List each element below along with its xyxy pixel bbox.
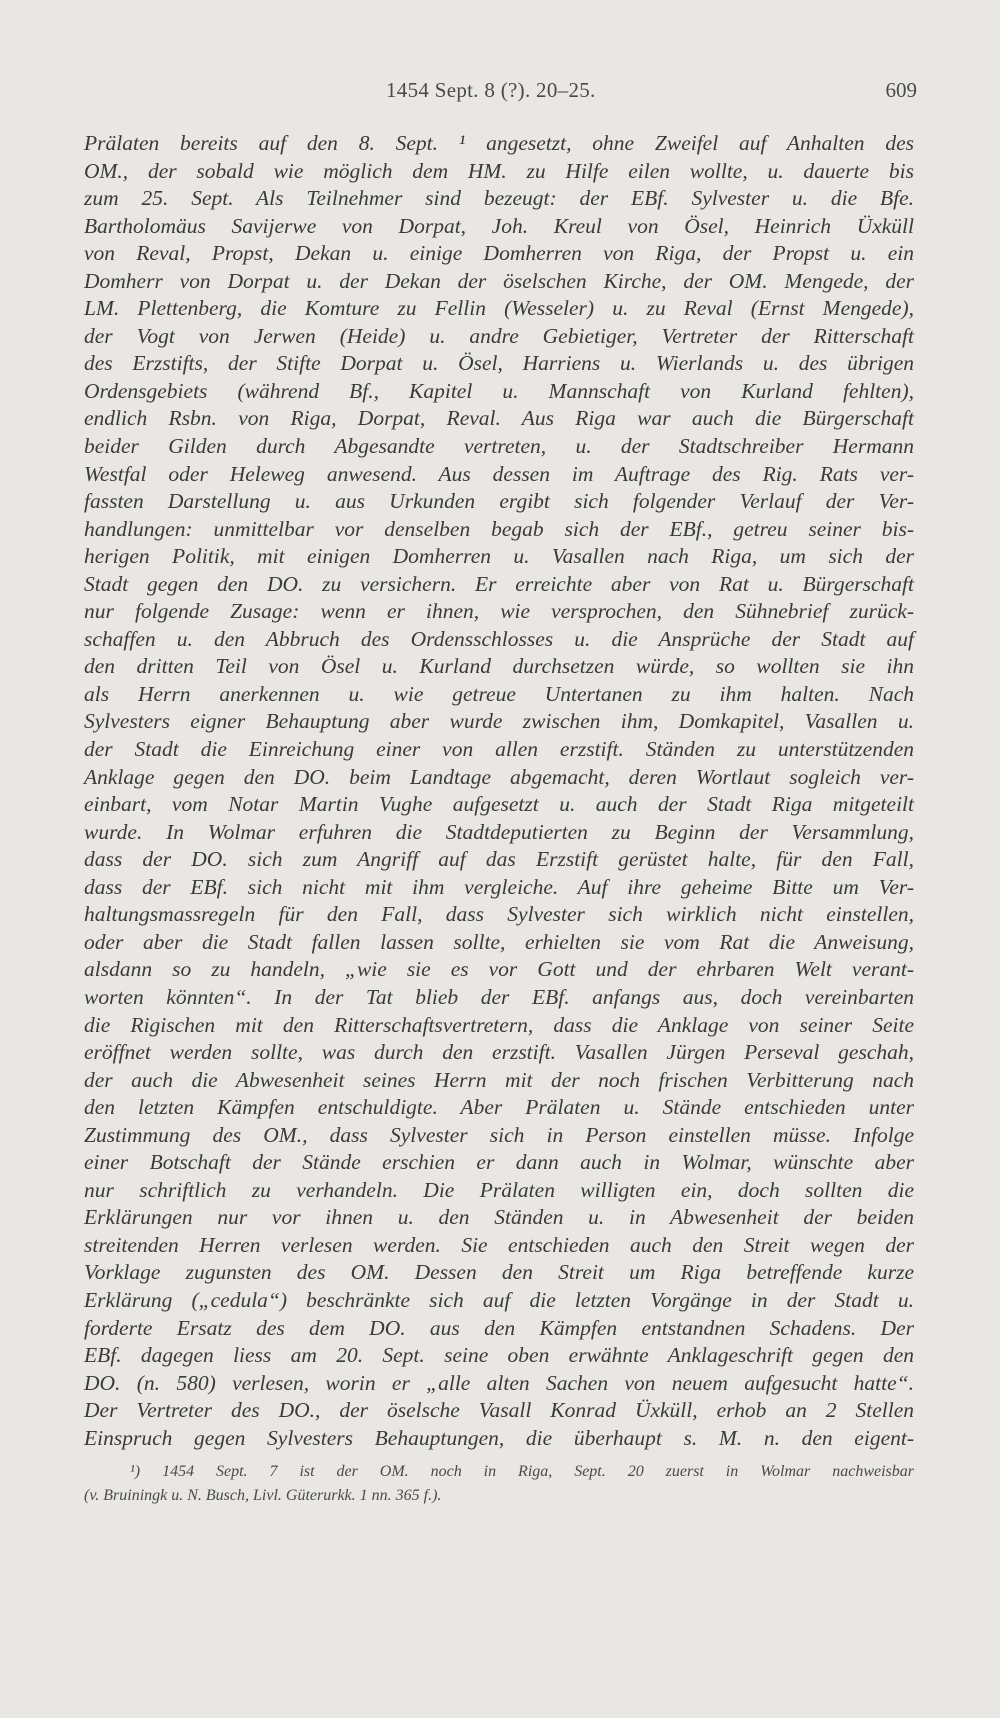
text-line: den letzten Kämpfen entschuldigte. Aber Prälaten u. Stände entschieden unter bbox=[84, 1095, 914, 1120]
text-line: Der Vertreter des DO., der öselsche Vasall Konrad Üxküll, erhob an 2 Stellen bbox=[84, 1398, 914, 1423]
text-line: Bartholomäus Savijerwe von Dorpat, Joh. Kreul von Ösel, Heinrich Üxküll bbox=[84, 213, 914, 238]
text-line: Vorklage zugunsten des OM. Dessen den Streit um Riga betreffende kurze bbox=[84, 1260, 914, 1285]
text-line: nur folgende Zusage: wenn er ihnen, wie versprochen, den Sühnebrief zurück- bbox=[84, 599, 914, 624]
text-line: fassten Darstellung u. aus Urkunden ergibt sich folgender Verlauf der Ver- bbox=[84, 489, 914, 514]
text-line: wurde. In Wolmar erfuhren die Stadtdeputierten zu Beginn der Versammlung, bbox=[84, 819, 914, 844]
text-line: herigen Politik, mit einigen Domherren u. Vasallen nach Riga, um sich der bbox=[84, 544, 914, 569]
footnote-line: (v. Bruiningk u. N. Busch, Livl. Güterurkk. 1 nn. 365 f.). bbox=[84, 1487, 442, 1504]
text-line: Prälaten bereits auf den 8. Sept. ¹ angesetzt, ohne Zweifel auf Anhalten des bbox=[84, 131, 914, 155]
body-text bbox=[84, 130, 914, 1452]
page-number: 609 bbox=[885, 78, 917, 102]
text-line: zum 25. Sept. Als Teilnehmer sind bezeugt: der EBf. Sylvester u. die Bfe. bbox=[84, 186, 914, 211]
text-line: LM. Plettenberg, die Komture zu Fellin (Wesseler) u. zu Reval (Ernst Mengede), bbox=[84, 296, 914, 321]
text-line: Sylvesters eigner Behauptung aber wurde zwischen ihm, Domkapitel, Vasallen u. bbox=[84, 709, 914, 734]
text-line: Erklärung („cedula“) beschränkte sich auf die letzten Vorgänge in der Stadt u. bbox=[84, 1287, 914, 1312]
text-line: Ordensgebiets (während Bf., Kapitel u. Mannschaft von Kurland fehlten), bbox=[84, 378, 914, 403]
text-line: Zustimmung des OM., dass Sylvester sich in Person einstellen müsse. Infolge bbox=[84, 1122, 914, 1147]
text-line: der auch die Abwesenheit seines Herrn mit der noch frischen Verbitterung nach bbox=[84, 1067, 914, 1092]
text-line: forderte Ersatz des dem DO. aus den Kämpfen entstandnen Schadens. Der bbox=[84, 1315, 914, 1340]
text-line: schaffen u. den Abbruch des Ordensschlosses u. die Ansprüche der Stadt auf bbox=[84, 626, 914, 651]
text-line: oder aber die Stadt fallen lassen sollte, erhielten sie vom Rat die Anweisung, bbox=[84, 929, 914, 954]
text-line: der Vogt von Jerwen (Heide) u. andre Gebietiger, Vertreter der Ritterschaft bbox=[84, 323, 914, 348]
text-line: beider Gilden durch Abgesandte vertreten, u. der Stadtschreiber Hermann bbox=[84, 434, 914, 459]
text-line: Erklärungen nur vor ihnen u. den Ständen u. in Abwesenheit der beiden bbox=[84, 1205, 914, 1230]
text-line: alsdann so zu handeln, „wie sie es vor Gott und der ehrbaren Welt verant- bbox=[84, 957, 914, 982]
text-line: Einspruch gegen Sylvesters Behauptungen, die überhaupt s. M. n. den eigent- bbox=[84, 1425, 914, 1450]
text-line: OM., der sobald wie möglich dem HM. zu Hilfe eilen wollte, u. dauerte bis bbox=[84, 158, 914, 183]
text-line: Stadt gegen den DO. zu versichern. Er erreichte aber von Rat u. Bürgerschaft bbox=[84, 571, 914, 596]
text-line: einbart, vom Notar Martin Vughe aufgesetzt u. auch der Stadt Riga mitgeteilt bbox=[84, 792, 914, 817]
text-line: als Herrn anerkennen u. wie getreue Untertanen zu ihm halten. Nach bbox=[84, 681, 914, 706]
text-line: handlungen: unmittelbar vor denselben begab sich der EBf., getreu seiner bis- bbox=[84, 516, 914, 541]
text-line: eröffnet werden sollte, was durch den erzstift. Vasallen Jürgen Perseval geschah, bbox=[84, 1040, 914, 1065]
text-line: dass der DO. sich zum Angriff auf das Erzstift gerüstet halte, für den Fall, bbox=[84, 847, 914, 872]
text-line: endlich Rsbn. von Riga, Dorpat, Reval. Aus Riga war auch die Bürgerschaft bbox=[84, 406, 914, 431]
text-line: von Reval, Propst, Dekan u. einige Domherren von Riga, der Propst u. ein bbox=[84, 241, 914, 266]
running-head: 1454 Sept. 8 (?). 20–25. bbox=[386, 78, 596, 102]
text-line: Anklage gegen den DO. beim Landtage abgemacht, deren Wortlaut sogleich ver- bbox=[84, 764, 914, 789]
text-line: den dritten Teil von Ösel u. Kurland durchsetzen würde, so wollten sie ihn bbox=[84, 654, 914, 679]
text-line: einer Botschaft der Stände erschien er dann auch in Wolmar, wünschte aber bbox=[84, 1150, 914, 1175]
text-line: DO. (n. 580) verlesen, worin er „alle alten Sachen von neuem aufgesucht hatte“. bbox=[84, 1370, 914, 1395]
text-line: der Stadt die Einreichung einer von allen erzstift. Ständen zu unterstützenden bbox=[84, 737, 914, 762]
text-line: EBf. dagegen liess am 20. Sept. seine oben erwähnte Anklageschrift gegen den bbox=[84, 1343, 914, 1368]
footnotes bbox=[84, 1460, 914, 1508]
text-line: Westfal oder Heleweg anwesend. Aus dessen im Auftrage des Rig. Rats ver- bbox=[84, 461, 914, 486]
footnote-line: ¹) 1454 Sept. 7 ist der OM. noch in Riga, Sept. 20 zuerst in Wolmar nachweisbar bbox=[130, 1463, 914, 1480]
text-line: dass der EBf. sich nicht mit ihm vergleiche. Auf ihre geheime Bitte um Ver- bbox=[84, 874, 914, 899]
text-line: streitenden Herren verlesen werden. Sie entschieden auch den Streit wegen der bbox=[84, 1232, 914, 1257]
text-line: die Rigischen mit den Ritterschaftsvertretern, dass die Anklage von seiner Seite bbox=[84, 1012, 914, 1037]
text-line: Domherr von Dorpat u. der Dekan der öselschen Kirche, der OM. Mengede, der bbox=[84, 268, 914, 293]
text-line: des Erzstifts, der Stifte Dorpat u. Ösel, Harriens u. Wierlands u. des übrigen bbox=[84, 351, 914, 376]
text-line: nur schriftlich zu verhandeln. Die Prälaten willigten ein, doch sollten die bbox=[84, 1177, 914, 1202]
text-line: haltungsmassregeln für den Fall, dass Sylvester sich wirklich nicht einstellen, bbox=[84, 902, 914, 927]
text-line: worten könnten“. In der Tat blieb der EBf. anfangs aus, doch vereinbarten bbox=[84, 984, 914, 1009]
